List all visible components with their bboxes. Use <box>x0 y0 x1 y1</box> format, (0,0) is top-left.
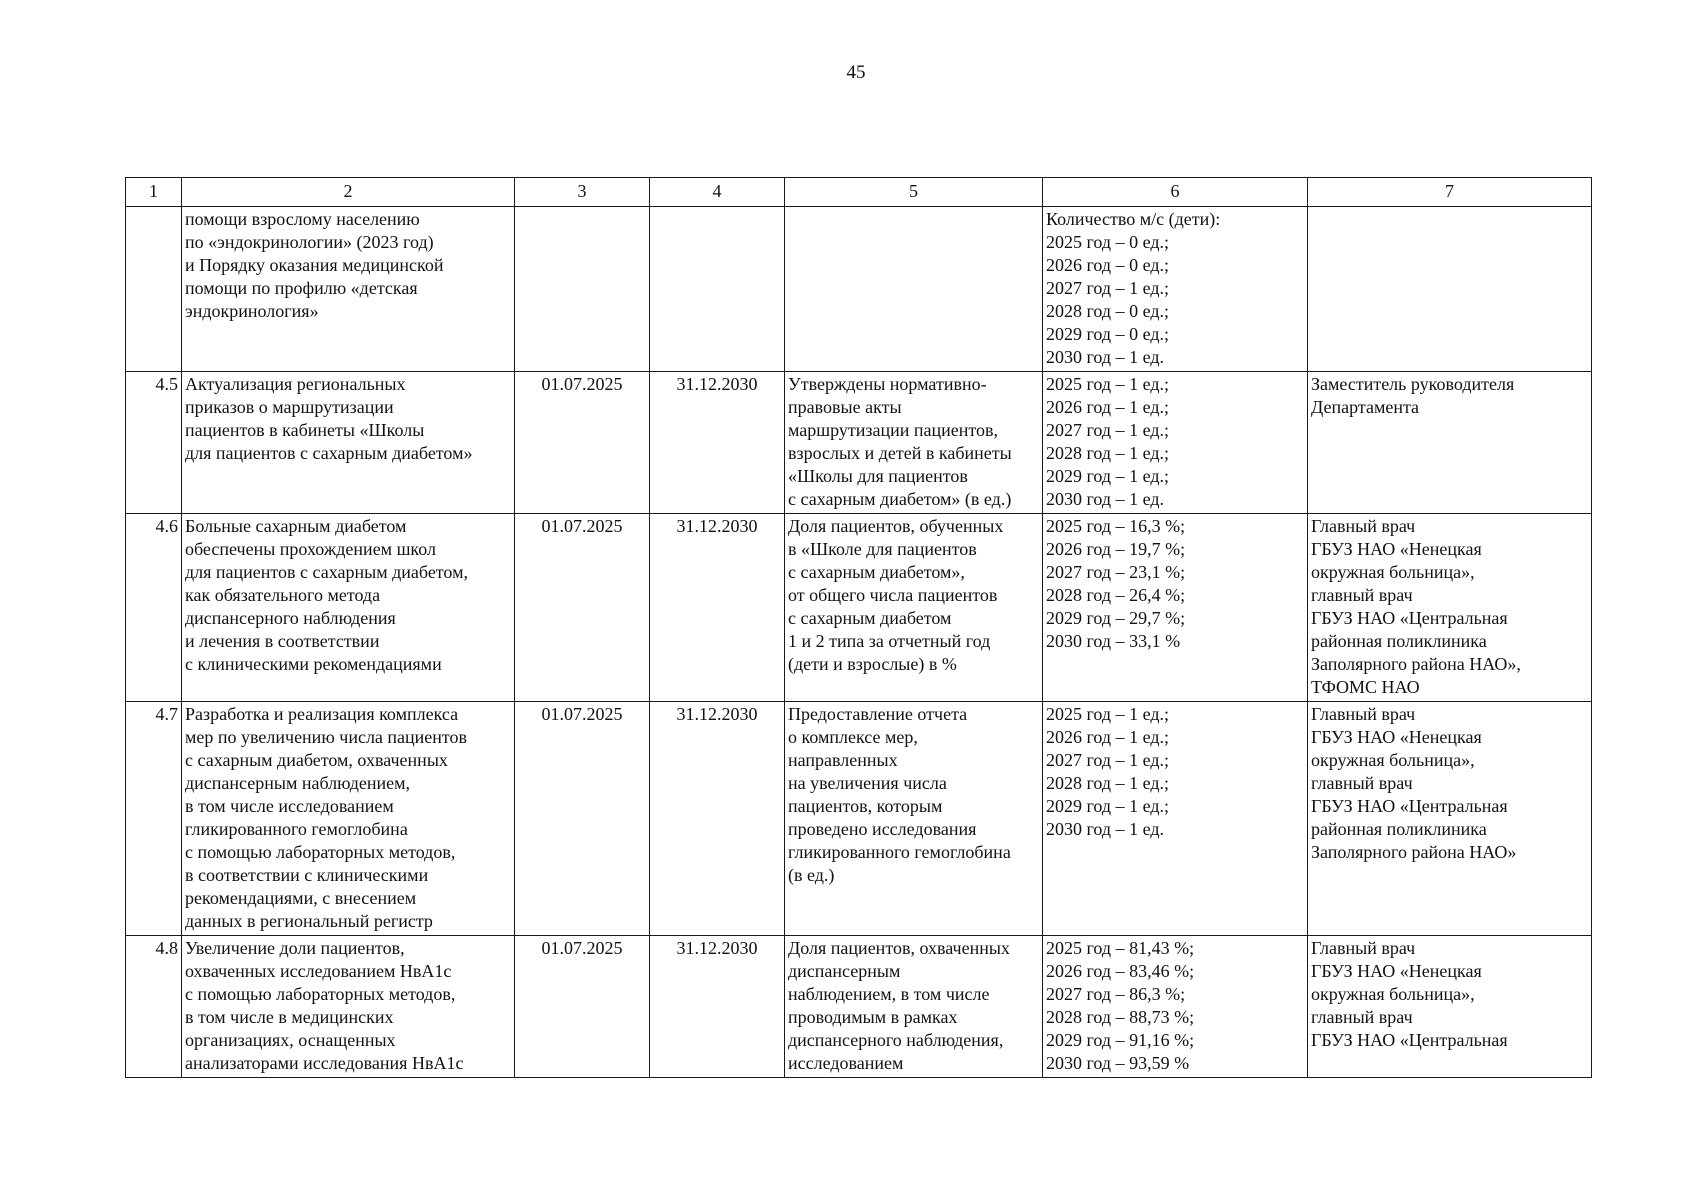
cell-line: в «Школе для пациентов <box>788 539 977 559</box>
cell-line: 1 и 2 типа за отчетный год <box>788 631 991 651</box>
cell-line: рекомендациями, с внесением <box>185 888 417 908</box>
cell-line: и лечения в соответствии <box>185 631 380 651</box>
cell-line: о комплексе мер, <box>788 727 918 747</box>
end-date-cell: 31.12.2030 <box>650 514 785 702</box>
cell-line: 2029 год – 1 ед.; <box>1046 466 1169 486</box>
row-number-cell: 4.6 <box>126 514 182 702</box>
end-date-cell <box>650 207 785 372</box>
cell-line: Департамента <box>1311 397 1420 417</box>
indicator-cell <box>785 372 1043 514</box>
cell-line: 2028 год – 88,73 %; <box>1046 1007 1195 1027</box>
cell-line: 2027 год – 1 ед.; <box>1046 278 1169 298</box>
cell-line: главный врач <box>1311 1007 1413 1027</box>
cell-line: ТФОМС НАО <box>1311 677 1420 697</box>
cell-line: ГБУЗ НАО «Ненецкая <box>1311 961 1482 981</box>
cell-line: охваченных исследованием НвА1с <box>185 961 452 981</box>
end-date-cell: 31.12.2030 <box>650 372 785 514</box>
cell-line: с сахарным диабетом», <box>788 562 965 582</box>
row-number-cell <box>126 207 182 372</box>
cell-line: Увеличение доли пациентов, <box>185 938 405 958</box>
cell-line: для пациентов с сахарным диабетом, <box>185 562 468 582</box>
header-row <box>126 178 1592 207</box>
cell-line: маршрутизации пациентов, <box>788 420 999 440</box>
cell-line: 2028 год – 1 ед.; <box>1046 773 1169 793</box>
responsible-cell <box>1308 702 1592 936</box>
cell-line: 2026 год – 19,7 %; <box>1046 539 1186 559</box>
column-header: 5 <box>785 178 1043 207</box>
table-row <box>126 514 1592 702</box>
column-header: 6 <box>1043 178 1308 207</box>
cell-line: 2030 год – 1 ед. <box>1046 347 1164 367</box>
cell-line: с сахарным диабетом» (в ед.) <box>788 489 1012 509</box>
cell-line: 2026 год – 1 ед.; <box>1046 727 1169 747</box>
event-cell <box>182 207 515 372</box>
cell-line: «Школы для пациентов <box>788 466 968 486</box>
event-cell <box>182 702 515 936</box>
cell-line: Больные сахарным диабетом <box>185 516 407 536</box>
cell-line: Утверждены нормативно- <box>788 374 987 394</box>
cell-line: наблюдением, в том числе <box>788 984 990 1004</box>
cell-line: 2026 год – 1 ед.; <box>1046 397 1169 417</box>
cell-line: 2027 год – 86,3 %; <box>1046 984 1186 1004</box>
cell-line: взрослых и детей в кабинеты <box>788 443 1012 463</box>
cell-line: гликированного гемоглобина <box>185 819 408 839</box>
cell-line: правовые акты <box>788 397 902 417</box>
cell-line: обеспечены прохождением школ <box>185 539 437 559</box>
cell-line: Главный врач <box>1311 516 1416 536</box>
column-header: 4 <box>650 178 785 207</box>
cell-line: (дети и взрослые) в % <box>788 654 957 674</box>
table-row <box>126 936 1592 1078</box>
cell-line: мер по увеличению числа пациентов <box>185 727 468 747</box>
cell-line: 2029 год – 29,7 %; <box>1046 608 1186 628</box>
end-date-cell: 31.12.2030 <box>650 936 785 1078</box>
end-date-cell: 31.12.2030 <box>650 702 785 936</box>
cell-line: Актуализация региональных <box>185 374 406 394</box>
target-values-cell <box>1043 372 1308 514</box>
cell-line: районная поликлиника <box>1311 631 1487 651</box>
cell-line: ГБУЗ НАО «Центральная <box>1311 1030 1508 1050</box>
cell-line: ГБУЗ НАО «Ненецкая <box>1311 539 1482 559</box>
start-date-cell: 01.07.2025 <box>515 702 650 936</box>
cell-line: 2029 год – 91,16 %; <box>1046 1030 1195 1050</box>
start-date-cell <box>515 207 650 372</box>
cell-line: 2030 год – 93,59 % <box>1046 1053 1190 1073</box>
row-number-cell: 4.5 <box>126 372 182 514</box>
cell-line: приказов о маршрутизации <box>185 397 394 417</box>
cell-line: пациентов, которым <box>788 796 943 816</box>
cell-line: с клиническими рекомендациями <box>185 654 442 674</box>
event-cell <box>182 936 515 1078</box>
target-values-cell <box>1043 207 1308 372</box>
cell-line: 2026 год – 83,46 %; <box>1046 961 1195 981</box>
cell-line: Главный врач <box>1311 938 1416 958</box>
cell-line: с помощью лабораторных методов, <box>185 984 456 1004</box>
cell-line: для пациентов с сахарным диабетом» <box>185 443 473 463</box>
cell-line: 2026 год – 0 ед.; <box>1046 255 1169 275</box>
cell-line: с сахарным диабетом <box>788 608 952 628</box>
cell-line: Доля пациентов, обученных <box>788 516 1004 536</box>
target-values-cell <box>1043 702 1308 936</box>
cell-line: на увеличения числа <box>788 773 947 793</box>
cell-line: пациентов в кабинеты «Школы <box>185 420 425 440</box>
cell-line: диспансерного наблюдения <box>185 608 396 628</box>
cell-line: (в ед.) <box>788 865 835 885</box>
target-values-cell <box>1043 936 1308 1078</box>
start-date-cell: 01.07.2025 <box>515 936 650 1078</box>
page-number: 45 <box>846 62 866 83</box>
cell-line: 2030 год – 33,1 % <box>1046 631 1181 651</box>
cell-line: 2025 год – 16,3 %; <box>1046 516 1186 536</box>
cell-line: с помощью лабораторных методов, <box>185 842 456 862</box>
cell-line: Заместитель руководителя <box>1311 374 1515 394</box>
cell-line: 2028 год – 1 ед.; <box>1046 443 1169 463</box>
start-date-cell: 01.07.2025 <box>515 372 650 514</box>
cell-line: 2027 год – 1 ед.; <box>1046 420 1169 440</box>
event-cell <box>182 514 515 702</box>
cell-line: ГБУЗ НАО «Центральная <box>1311 608 1508 628</box>
responsible-cell <box>1308 372 1592 514</box>
cell-line: по «эндокринологии» (2023 год) <box>185 232 434 252</box>
cell-line: 2025 год – 1 ед.; <box>1046 374 1169 394</box>
cell-line: в том числе исследованием <box>185 796 394 816</box>
table-row <box>126 207 1592 372</box>
cell-line: 2025 год – 1 ед.; <box>1046 704 1169 724</box>
cell-line: эндокринология» <box>185 301 319 321</box>
cell-line: Количество м/с (дети): <box>1046 209 1221 229</box>
cell-line: Разработка и реализация комплекса <box>185 704 459 724</box>
cell-line: как обязательного метода <box>185 585 381 605</box>
cell-line: проводимым в рамках <box>788 1007 958 1027</box>
cell-line: 2030 год – 1 ед. <box>1046 819 1164 839</box>
cell-line: организациях, оснащенных <box>185 1030 396 1050</box>
cell-line: исследованием <box>788 1053 904 1073</box>
cell-line: Доля пациентов, охваченных <box>788 938 1010 958</box>
responsible-cell <box>1308 514 1592 702</box>
indicator-cell <box>785 514 1043 702</box>
cell-line: проведено исследования <box>788 819 977 839</box>
cell-line: в том числе в медицинских <box>185 1007 394 1027</box>
cell-line: 2028 год – 0 ед.; <box>1046 301 1169 321</box>
cell-line: от общего числа пациентов <box>788 585 998 605</box>
cell-line: диспансерным наблюдением, <box>185 773 410 793</box>
cell-line: гликированного гемоглобина <box>788 842 1011 862</box>
table-row <box>126 372 1592 514</box>
cell-line: 2025 год – 81,43 %; <box>1046 938 1195 958</box>
cell-line: в соответствии с клиническими <box>185 865 429 885</box>
cell-line: Заполярного района НАО», <box>1311 654 1521 674</box>
cell-line: данных в региональный регистр <box>185 911 433 931</box>
row-number-cell: 4.8 <box>126 936 182 1078</box>
target-values-cell <box>1043 514 1308 702</box>
cell-line: ГБУЗ НАО «Центральная <box>1311 796 1508 816</box>
cell-line: помощи взрослому населению <box>185 209 420 229</box>
row-number-cell: 4.7 <box>126 702 182 936</box>
responsible-cell <box>1308 207 1592 372</box>
column-header: 2 <box>182 178 515 207</box>
cell-line: главный врач <box>1311 585 1413 605</box>
cell-line: 2030 год – 1 ед. <box>1046 489 1164 509</box>
indicator-cell <box>785 702 1043 936</box>
cell-line: 2027 год – 1 ед.; <box>1046 750 1169 770</box>
cell-line: анализаторами исследования НвА1с <box>185 1053 464 1073</box>
cell-line: 2028 год – 26,4 %; <box>1046 585 1186 605</box>
cell-line: Главный врач <box>1311 704 1416 724</box>
cell-line: Предоставление отчета <box>788 704 968 724</box>
column-header: 1 <box>126 178 182 207</box>
cell-line: ГБУЗ НАО «Ненецкая <box>1311 727 1482 747</box>
cell-line: 2025 год – 0 ед.; <box>1046 232 1169 252</box>
cell-line: окружная больница», <box>1311 562 1475 582</box>
cell-line: направленных <box>788 750 898 770</box>
cell-line: районная поликлиника <box>1311 819 1487 839</box>
cell-line: и Порядку оказания медицинской <box>185 255 444 275</box>
cell-line: помощи по профилю «детская <box>185 278 418 298</box>
cell-line: диспансерным <box>788 961 901 981</box>
column-header: 3 <box>515 178 650 207</box>
cell-line: с сахарным диабетом, охваченных <box>185 750 448 770</box>
cell-line: Заполярного района НАО» <box>1311 842 1517 862</box>
indicator-cell <box>785 207 1043 372</box>
cell-line: 2027 год – 23,1 %; <box>1046 562 1186 582</box>
table-row <box>126 702 1592 936</box>
cell-line: 2029 год – 0 ед.; <box>1046 324 1169 344</box>
column-header: 7 <box>1308 178 1592 207</box>
cell-line: окружная больница», <box>1311 984 1475 1004</box>
cell-line: окружная больница», <box>1311 750 1475 770</box>
cell-line: главный врач <box>1311 773 1413 793</box>
cell-line: 2029 год – 1 ед.; <box>1046 796 1169 816</box>
start-date-cell: 01.07.2025 <box>515 514 650 702</box>
measures-table <box>125 177 1592 1078</box>
cell-line: диспансерного наблюдения, <box>788 1030 1004 1050</box>
indicator-cell <box>785 936 1043 1078</box>
responsible-cell <box>1308 936 1592 1078</box>
event-cell <box>182 372 515 514</box>
